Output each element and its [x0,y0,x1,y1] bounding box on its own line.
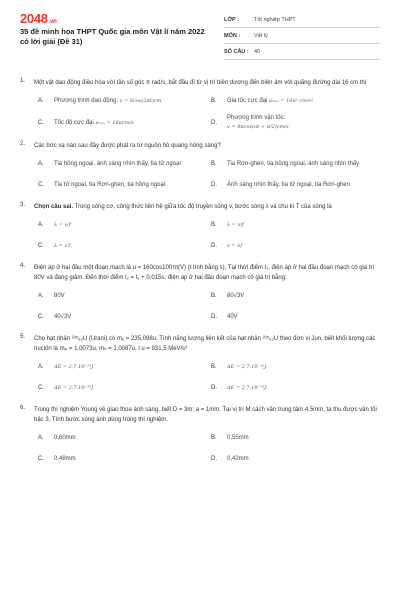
option-letter: C. [38,182,44,188]
option-text: 80√3V [227,292,245,299]
question-number: 6. [20,405,26,411]
question-4 [20,263,380,325]
question-3 [20,202,380,254]
option-a[interactable] [38,359,211,375]
option-letter: B. [211,222,217,228]
question-body: Trong sóng cơ, công thức liên hệ giữa tốc độ truyền sóng v, bước sóng λ và chu kì T của sóng là [73,204,332,210]
option-text: 0,60mm [54,434,76,441]
answer-options [38,430,380,467]
question-list [20,78,380,476]
option-math: λ = v/f [227,221,244,228]
meta-value: 40 [254,48,261,55]
answer-options [38,217,380,254]
option-letter: C. [38,120,44,126]
option-text: Tia hồng ngoại, ánh sáng nhìn thấy, tia tử ngoại [54,160,181,167]
question-text [34,202,380,212]
option-c[interactable] [38,380,211,396]
option-letter: B. [211,435,217,441]
option-math: λ = vT [54,242,71,249]
option-a[interactable] [38,93,211,109]
option-letter: D. [211,385,217,391]
question-text: Cho hạt nhân ²³⁵₉₂U (Urani) có mᵤ = 235,098u. Tính năng lượng liên kết của hạt nhân ²³⁵₉₂U theo đơn vị Jun, biết khối lượng các nuclôn là mₚ = 1,0073u, mₙ = 1,0087u, l u = 931,5 MeV/c² [34,336,376,352]
meta-value: Vật lý [254,32,268,39]
option-letter: B. [211,98,217,104]
meta-row-count [224,44,380,60]
meta-value: Tốt nghiệp THPT [254,16,296,23]
option-letter: A. [38,222,44,228]
question-text: Điện áp ở hai đầu một đoạn mạch là u = 160cos100πt(V) (t tính bằng s). Tại thời điểm t₁, điện áp ở hai đầu đoạn mạch có giá trị 80V và đang giảm. Đến thời điểm t₂ = t₁ + 0,015s, điện áp ở hai đầu đoạn mạch có giá trị bằng: [34,265,374,281]
answer-options [38,156,380,193]
option-letter: B. [211,293,217,299]
option-math: ΔE = 2,7.10⁻¹³J. [54,363,95,370]
question-2 [20,141,380,193]
question-text: Trong thí nghiệm Young về giao thoa ánh sáng, biết D = 3m; a = 1mm. Tại vị trí M cách vân trung tâm 4,5mm, ta thu được vân tối bậc 3. Tính bước sóng ánh dùng trong thí nghiệm. [34,407,377,423]
question-text: Các bức xạ nào sau đây được phát ra từ nguồn hồ quang nóng sáng? [34,143,221,149]
option-text: 40√3V [54,313,72,320]
option-letter: B. [211,364,217,370]
meta-row-class [224,12,380,28]
option-text: Phương trình dao động: [54,97,118,104]
option-d[interactable] [211,238,384,254]
answer-options [38,93,380,132]
option-math: v = 8πcos(πt + π/2)cm/s [227,124,289,130]
page-title: 35 đề minh họa THPT Quốc gia môn Vật lí năm 2022 có lời giải (Đề 31) [20,27,205,46]
option-math: aₘₐₓ = 16π² cm/s² [269,97,314,104]
option-letter: B. [211,161,217,167]
option-text: 0,55mm [227,434,249,441]
option-c[interactable] [38,114,211,132]
option-a[interactable] [38,217,211,233]
option-b[interactable] [211,288,384,304]
site-logo[interactable] [20,11,57,26]
option-text: Gia tốc cực đại [227,97,268,104]
option-a[interactable] [38,288,211,304]
option-c[interactable] [38,177,211,193]
meta-label: LỚP : [224,16,239,23]
option-letter: D. [211,182,217,188]
option-d[interactable] [211,177,384,193]
logo-sub: .vn [48,19,57,25]
option-text: 0,42mm [227,455,249,462]
option-text: Tia tử ngoại, tia Rơn-ghen, tia hồng ngoại [54,181,166,188]
option-d[interactable] [211,309,384,325]
option-b[interactable] [211,217,384,233]
option-d[interactable] [211,114,384,132]
option-letter: D. [211,456,217,462]
question-number: 4. [20,263,26,269]
option-math: vₘₐₓ = 16πcm/s [95,119,134,126]
question-number: 5. [20,334,26,340]
question-number: 1. [20,78,26,84]
answer-options [38,288,380,325]
option-a[interactable] [38,430,211,446]
option-math: x = 8cos(2πt)cm [119,97,162,104]
question-1 [20,78,380,132]
page-header [0,0,400,66]
option-text: Tia Rơn-ghen, tia hồng ngoại, ánh sáng nhìn thấy [227,160,360,167]
question-5 [20,334,380,396]
option-text: 0,48mm [54,455,76,462]
question-6 [20,405,380,467]
option-d[interactable] [211,451,384,467]
question-number: 2. [20,141,26,147]
option-text: 40V [227,313,238,320]
logo-main: 2048 [20,11,48,26]
option-b[interactable] [211,430,384,446]
option-math: ΔE = 2,7.10⁻¹⁰J. [54,384,95,391]
option-math: ΔE = 2,7.10⁻¹⁶J. [227,363,268,370]
option-letter: C. [38,385,44,391]
option-math: v = λf [227,242,243,249]
option-text: 80V [54,292,65,299]
option-letter: D. [211,243,217,249]
option-b[interactable] [211,93,384,109]
option-c[interactable] [38,451,211,467]
option-text: Tốc độ cực đại [54,119,94,126]
option-content [54,97,161,106]
option-letter: C. [38,314,44,320]
question-number: 3. [20,202,26,208]
option-b[interactable] [211,359,384,375]
option-letter: C. [38,243,44,249]
option-content [227,114,289,132]
option-letter: D. [211,120,217,126]
question-lead: Chọn câu sai. [34,204,74,210]
option-content [227,97,313,106]
meta-row-subject [224,28,380,44]
option-letter: A. [38,293,44,299]
meta-label: MÔN : [224,32,241,39]
answer-options [38,359,380,396]
option-letter: A. [38,98,44,104]
option-letter: C. [38,456,44,462]
option-c[interactable] [38,309,211,325]
option-text: Ánh sáng nhìn thấy, tia tử ngoại, tia Rơn-ghen [227,181,350,188]
option-letter: A. [38,435,44,441]
option-d[interactable] [211,380,384,396]
option-math: λ = v/f [54,221,71,228]
option-text: Phương trình vận tốc: [227,115,286,121]
option-math: ΔE = 2,7.10⁻¹⁹J. [227,384,268,391]
question-text: Một vật dao động điều hòa với tần số góc π rad/s, bắt đầu đi từ vị trí biên dương đến biên âm với quãng đường dài 16 cm thì [34,80,367,86]
option-b[interactable] [211,156,384,172]
option-a[interactable] [38,156,211,172]
option-content [54,119,134,128]
meta-label: SỐ CÂU : [224,48,249,55]
exam-meta-table [224,12,380,60]
option-letter: A. [38,364,44,370]
option-c[interactable] [38,238,211,254]
option-letter: A. [38,161,44,167]
option-letter: D. [211,314,217,320]
